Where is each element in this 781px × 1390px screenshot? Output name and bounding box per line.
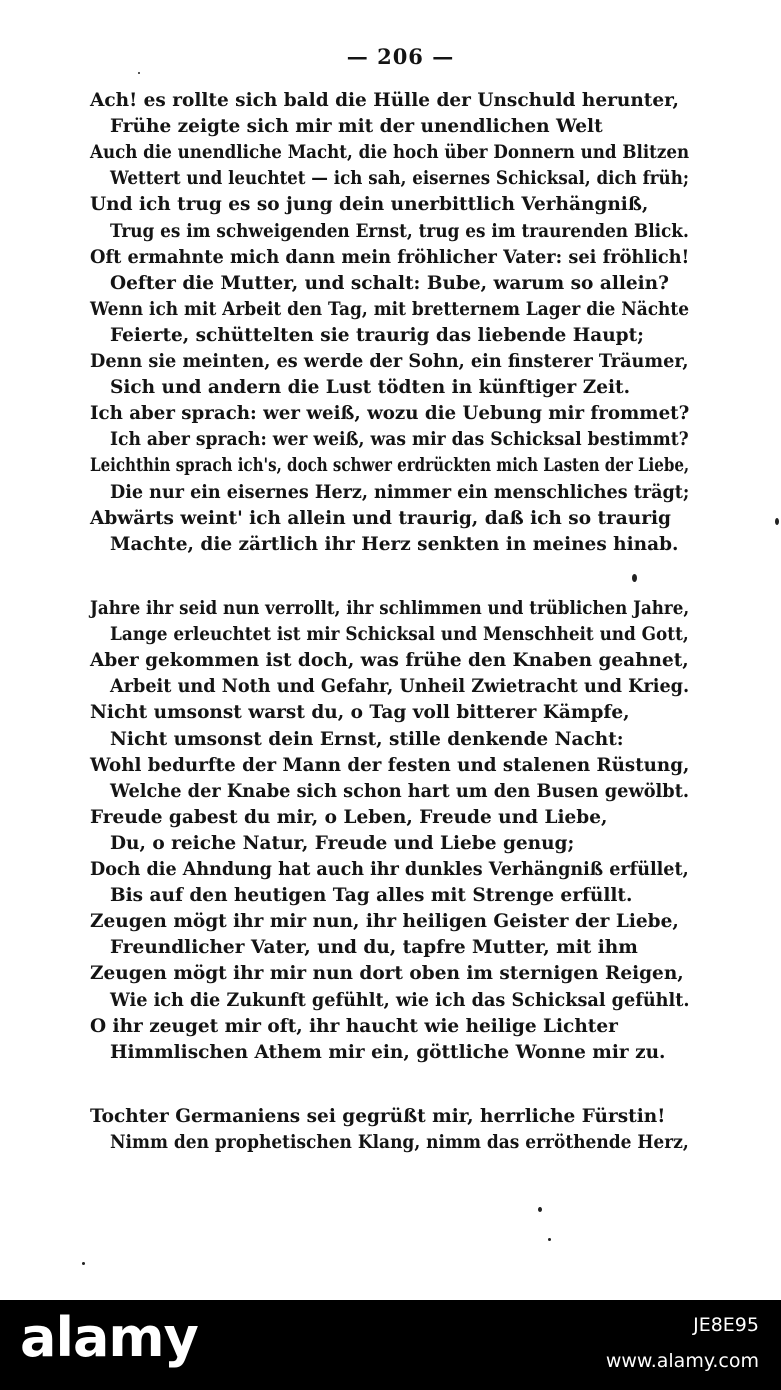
poem-line: Aber gekommen ist doch, was frühe den Knaben geahnet, — [90, 650, 689, 672]
print-speck — [82, 1262, 85, 1265]
print-speck — [775, 518, 779, 525]
poem-line: Ich aber sprach: wer weiß, was mir das Schicksal bestimmt? — [110, 429, 689, 451]
image-id: JE8E95 — [693, 1314, 759, 1336]
poem-line: Auch die unendliche Macht, die hoch über Donnern und Blitzen — [90, 142, 690, 164]
poem-line: Und ich trug es so jung dein unerbittlich Verhängniß, — [90, 194, 649, 216]
poem-line: Die nur ein eisernes Herz, nimmer ein menschliches trägt; — [110, 481, 690, 503]
poem-line: Machte, die zärtlich ihr Herz senkten in meines hinab. — [110, 533, 679, 555]
poem-line: Oefter die Mutter, und schalt: Bube, warum so allein? — [110, 272, 669, 294]
poem-line: O ihr zeuget mir oft, ihr haucht wie heilige Lichter — [90, 1015, 618, 1037]
poem-line: Oft ermahnte mich dann mein fröhlicher Vater: sei fröhlich! — [90, 246, 690, 268]
poem-line: Arbeit und Noth und Gefahr, Unheil Zwietracht und Krieg. — [110, 676, 690, 698]
poem-line: Doch die Ahndung hat auch ihr dunkles Verhängniß erfüllet, — [90, 859, 689, 880]
poem-line: Wettert und leuchtet — ich sah, eisernes Schicksal, dich früh; — [110, 168, 689, 190]
watermark-banner — [0, 1300, 781, 1390]
poem-line: Wie ich die Zukunft gefühlt, wie ich das Schicksal gefühlt. — [110, 989, 690, 1011]
poem-line: Zeugen mögt ihr mir nun dort oben im sternigen Reigen, — [90, 963, 684, 985]
poem-line: Jahre ihr seid nun verrollt, ihr schlimmen und trüblichen Jahre, — [90, 598, 690, 619]
poem-line: Denn sie meinten, es werde der Sohn, ein finsterer Träumer, — [90, 351, 689, 372]
poem-line: Lange erleuchtet ist mir Schicksal und Menschheit und Gott, — [110, 624, 689, 646]
poem-line: Ach! es rollte sich bald die Hülle der Unschuld herunter, — [90, 90, 679, 111]
poem-line: Freundlicher Vater, und du, tapfre Mutter, mit ihm — [110, 937, 638, 959]
print-speck — [548, 1238, 551, 1241]
poem-line: Wenn ich mit Arbeit den Tag, mit bretternem Lager die Nächte — [90, 298, 690, 320]
poem-line: Freude gabest du mir, o Leben, Freude und Liebe, — [90, 806, 608, 828]
poem-line: Feierte, schüttelten sie traurig das liebende Haupt; — [110, 324, 644, 346]
print-speck — [138, 72, 140, 74]
poem-line: Trug es im schweigenden Ernst, trug es im traurenden Blick. — [110, 220, 689, 242]
poem-line: Nimm den prophetischen Klang, nimm das erröthende Herz, — [110, 1132, 689, 1154]
brand-logo: alamy — [20, 1306, 198, 1369]
poem-line: Du, o reiche Natur, Freude und Liebe genug; — [110, 832, 575, 854]
poem-line: Welche der Knabe sich schon hart um den Busen gewölbt. — [110, 780, 690, 802]
poem-line: Abwärts weint' ich allein und traurig, daß ich so traurig — [90, 507, 671, 529]
poem-line: Zeugen mögt ihr mir nun, ihr heiligen Geister der Liebe, — [90, 911, 679, 933]
print-speck — [538, 1207, 542, 1212]
poem-line: Ich aber sprach: wer weiß, wozu die Uebung mir frommet? — [90, 403, 690, 425]
site-url: www.alamy.com — [605, 1350, 759, 1372]
poem-line: Nicht umsonst warst du, o Tag voll bitterer Kämpfe, — [90, 702, 630, 724]
poem-line: Himmlischen Athem mir ein, göttliche Wonne mir zu. — [110, 1041, 666, 1063]
poem-line: Sich und andern die Lust tödten in künftiger Zeit. — [110, 377, 631, 399]
poem-line: Wohl bedurfte der Mann der festen und stalenen Rüstung, — [90, 754, 690, 776]
print-speck — [632, 574, 637, 582]
poem-line: Tochter Germaniens sei gegrüßt mir, herrliche Fürstin! — [90, 1106, 666, 1127]
poem-line: Nicht umsonst dein Ernst, stille denkende Nacht: — [110, 728, 624, 750]
poem-line: Bis auf den heutigen Tag alles mit Strenge erfüllt. — [110, 885, 633, 907]
page-number: — 206 — — [346, 44, 455, 69]
poem-line: Frühe zeigte sich mir mit der unendlichen Welt — [110, 116, 603, 138]
poem-line: Leichthin sprach ich's, doch schwer erdrückten mich Lasten der Liebe, — [90, 455, 690, 477]
